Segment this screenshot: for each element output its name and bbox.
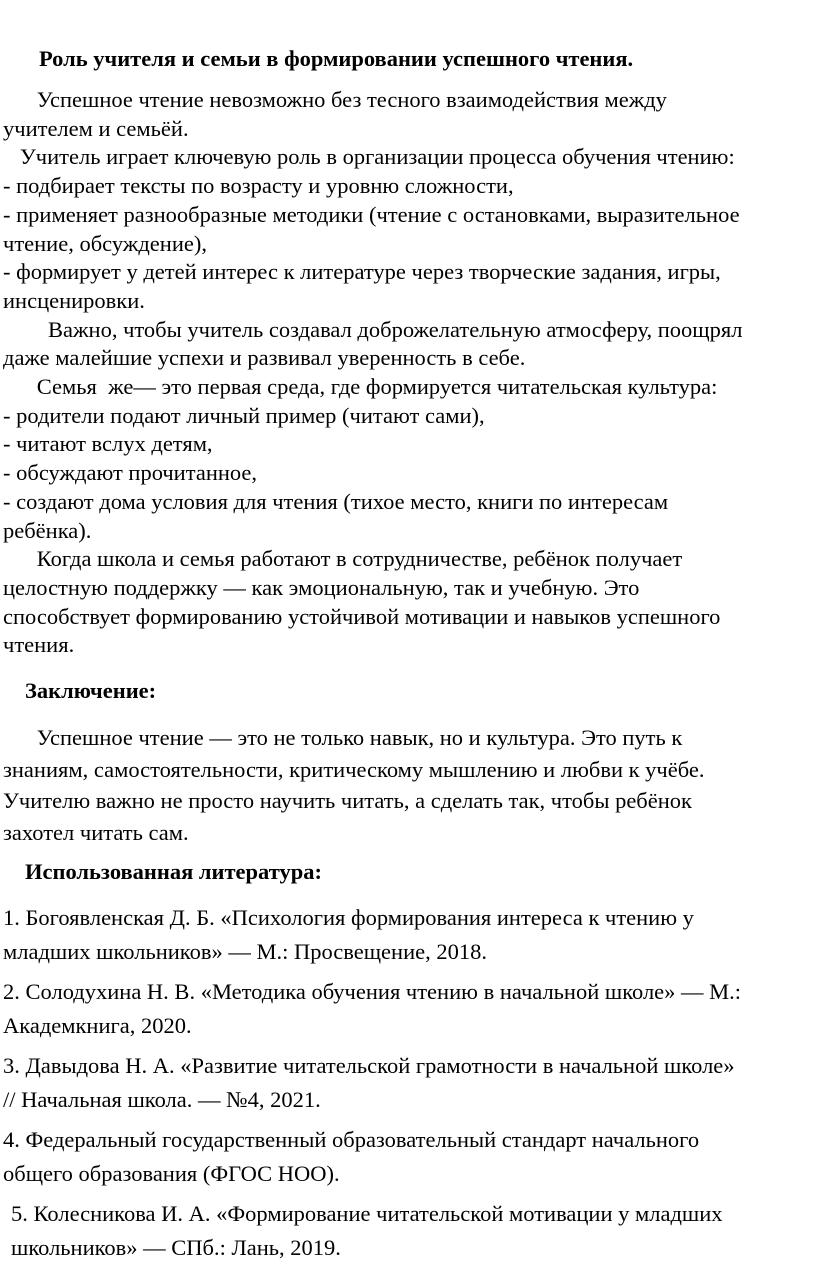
reference-line: Академкнига, 2020. — [3, 1013, 192, 1038]
reference-line: школьников» — СПб.: Лань, 2019. — [11, 1235, 341, 1260]
conclusion-line: Успешное чтение — это не только навык, но и культура. Это путь к — [3, 725, 683, 750]
document-title: Роль учителя и семьи в формировании успешного чтения. — [39, 46, 634, 71]
conclusion-line: Учителю важно не просто научить читать, а сделать так, чтобы ребёнок — [3, 788, 692, 813]
body-line: - родители подают личный пример (читают сами), — [3, 402, 485, 428]
reference-line: 4. Федеральный государственный образовательный стандарт начального — [3, 1127, 700, 1152]
body-line: учителем и семьёй. — [3, 115, 189, 141]
reference-line: 3. Давыдова Н. А. «Развитие читательской грамотности в начальной школе» — [3, 1053, 735, 1078]
body-line: - подбирает тексты по возрасту и уровню сложности, — [3, 173, 514, 199]
body-line: Важно, чтобы учитель создавал доброжелательную атмосферу, поощрял — [3, 316, 743, 342]
body-line: чтение, обсуждение), — [3, 230, 207, 256]
reference-line: 5. Колесникова И. А. «Формирование читательской мотивации у младших — [11, 1201, 723, 1226]
body-line: способствует формированию устойчивой мотивации и навыков успешного — [3, 603, 721, 629]
body-line: - читают вслух детям, — [3, 431, 213, 457]
conclusion-text — [3, 722, 809, 848]
body-line: Семья же— это первая среда, где формируется читательская культура: — [3, 374, 718, 400]
references-heading: Использованная литература: — [25, 859, 322, 884]
conclusion-line: захотел читать сам. — [3, 819, 189, 845]
reference-line: общего образования (ФГОС НОО). — [3, 1161, 340, 1186]
body-line: инсценировки. — [3, 287, 145, 313]
conclusion-heading: Заключение: — [25, 678, 157, 703]
body-line: - применяет разнообразные методики (чтение с остановками, выразительное — [3, 201, 740, 227]
reference-item — [3, 1049, 809, 1117]
reference-line: младших школьников» — М.: Просвещение, 2018. — [3, 939, 487, 964]
body-line: Успешное чтение невозможно без тесного взаимодействия между — [3, 87, 667, 112]
reference-item — [11, 1197, 816, 1265]
body-line: - формирует у детей интерес к литературе через творческие задания, игры, — [3, 259, 721, 285]
reference-line: 1. Богоявленская Д. Б. «Психология формирования интереса к чтению у — [3, 905, 694, 930]
body-line: - обсуждают прочитанное, — [3, 460, 258, 486]
reference-line: 2. Солодухина Н. В. «Методика обучения чтению в начальной школе» — М.: — [3, 979, 742, 1004]
body-line: чтения. — [3, 632, 75, 658]
body-line: Учитель играет ключевую роль в организации процесса обучения чтению: — [3, 144, 735, 170]
body-line: даже малейшие успехи и развивал уверенность в себе. — [3, 345, 526, 371]
conclusion-line: знаниям, самостоятельности, критическому мышлению и любви к учёбе. — [3, 756, 705, 782]
body-line: ребёнка). — [3, 517, 92, 543]
body-line: Когда школа и семья работают в сотрудничестве, ребёнок получает — [3, 546, 683, 572]
reference-item — [3, 901, 809, 969]
body-line: целостную поддержку — как эмоциональную, так и учебную. Это — [3, 574, 640, 600]
body-line: - создают дома условия для чтения (тихое место, книги по интересам — [3, 488, 669, 514]
body-text — [3, 86, 809, 660]
reference-item — [3, 1123, 809, 1191]
reference-line: // Начальная школа. — №4, 2021. — [3, 1087, 321, 1112]
reference-item — [3, 975, 809, 1043]
